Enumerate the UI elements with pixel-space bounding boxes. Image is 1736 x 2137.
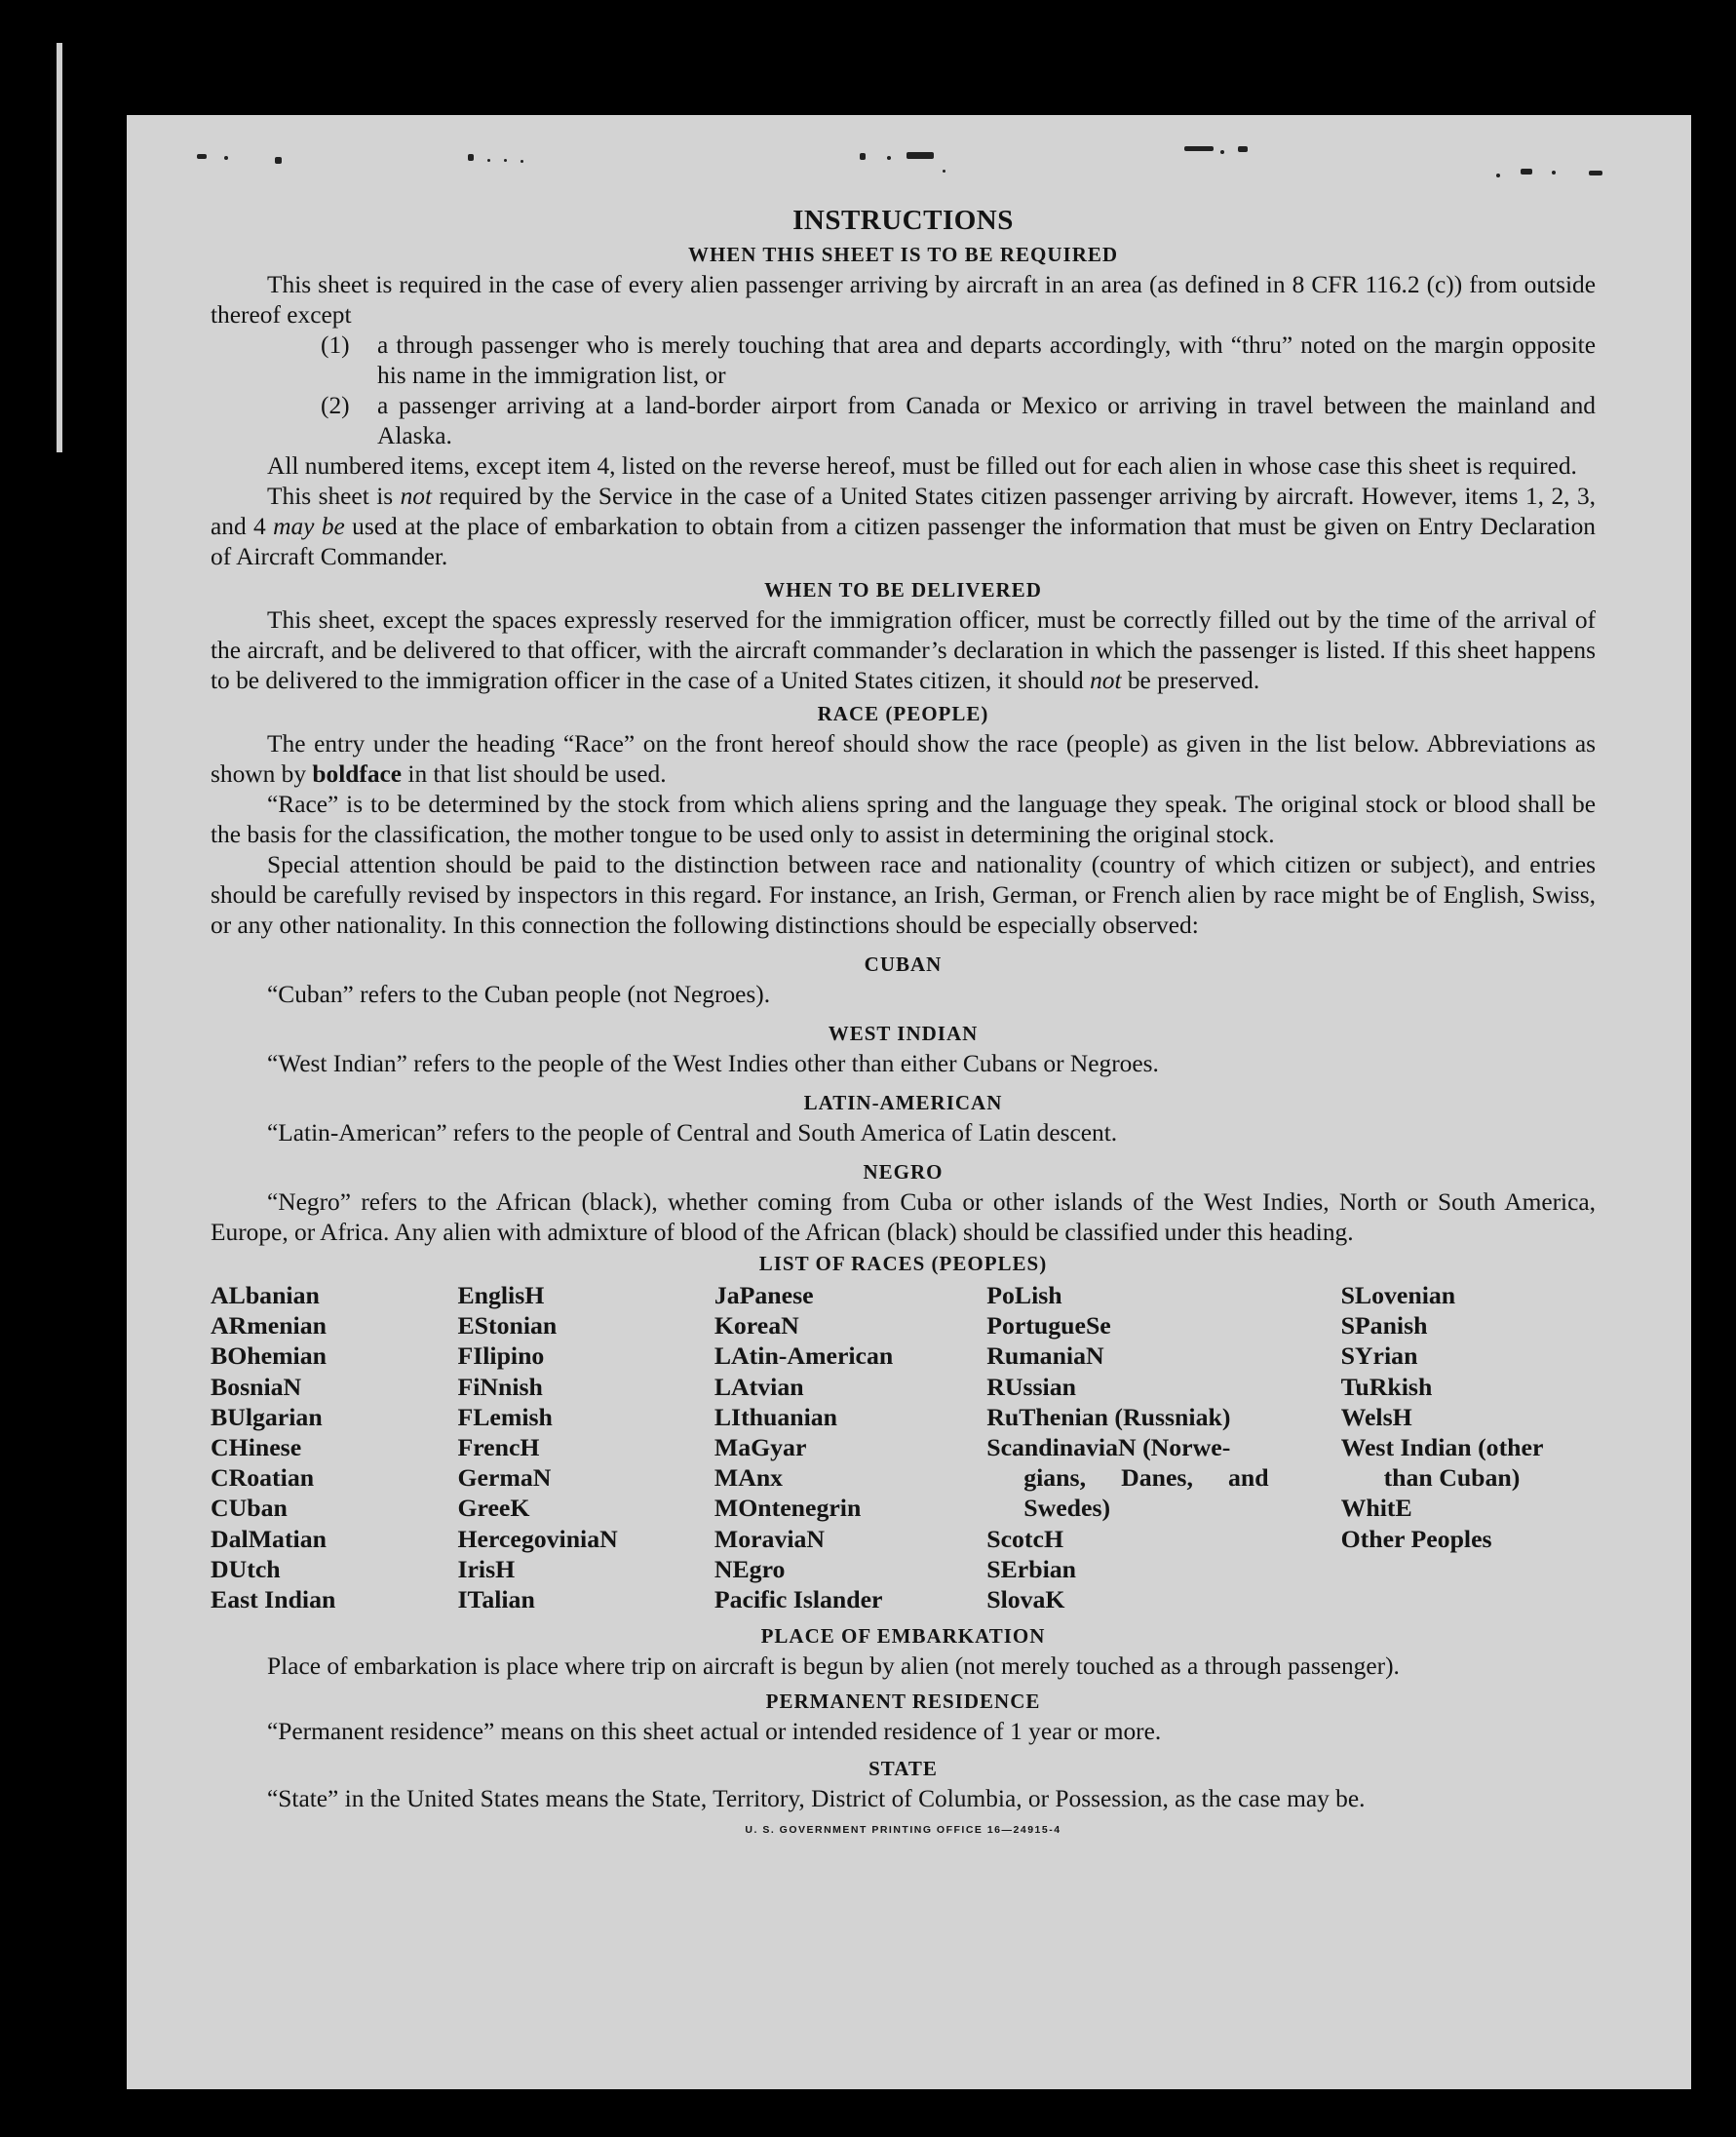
race-entry: West Indian (other	[1340, 1433, 1544, 1462]
race-entry: BosniaN	[211, 1372, 302, 1401]
heading-latin-american: LATIN-AMERICAN	[803, 1091, 1003, 1114]
race-entry: DUtch	[211, 1554, 281, 1583]
race-column	[986, 1280, 1268, 1614]
race-entry: Pacific Islander	[714, 1585, 883, 1614]
race-entry-continued: Swedes)	[1023, 1494, 1111, 1523]
heading-cuban: CUBAN	[864, 952, 943, 976]
race-entry: GreeK	[457, 1494, 530, 1523]
race-entry: EStonian	[457, 1311, 558, 1340]
race-entry: LIthuanian	[714, 1402, 838, 1431]
race-entry: RumaniaN	[986, 1341, 1104, 1371]
citizen-paragraph: This sheet is not required by the Service in the case of a United States citizen passenger arriving by aircraft. However, items 1, 2, 3, and 4 may be used at the place of embarkation to obtain from a citizen passenger the information that must be given on Entry Declaration of Aircraft Commander.	[211, 483, 1596, 570]
race-list	[211, 1280, 1596, 1614]
required-paragraph: This sheet is required in the case of every alien passenger arriving by aircraft in an area (as defined in 8 CFR 116.2 (c)) from outside thereof except	[211, 271, 1596, 329]
race-entry: RUssian	[986, 1372, 1076, 1401]
race-entry: PoLish	[986, 1281, 1062, 1309]
printing-office-footer: U. S. GOVERNMENT PRINTING OFFICE 16—24915-4	[745, 1824, 1061, 1837]
race-entry: BUlgarian	[211, 1402, 323, 1431]
race-entry: ITalian	[457, 1585, 535, 1614]
heading-list-of-races: LIST OF RACES (PEOPLES)	[758, 1252, 1048, 1275]
race-entry: MaGyar	[714, 1433, 807, 1462]
race-entry: East Indian	[211, 1585, 336, 1614]
cuban-paragraph: “Cuban” refers to the Cuban people (not Negroes).	[267, 981, 771, 1008]
race-column	[1341, 1280, 1596, 1614]
race-entry: IrisH	[457, 1554, 516, 1583]
exception-item	[211, 391, 1596, 451]
negro-paragraph: “Negro” refers to the African (black), whether coming from Cuba or other islands of the West Indies, North or South America, Europe, or Africa. Any alien with admixture of blood of the African (black) should be classified under this heading.	[211, 1188, 1596, 1246]
race-entry: GermaN	[457, 1463, 552, 1493]
instruction-sheet	[127, 115, 1691, 2089]
heading-negro: NEGRO	[863, 1160, 944, 1184]
race-entry: MAnx	[714, 1463, 784, 1493]
race-entry: ScotcH	[986, 1524, 1064, 1553]
race-entry: EnglisH	[457, 1281, 545, 1309]
delivered-paragraph: This sheet, except the spaces expressly reserved for the immigration officer, must be correctly filled out by the time of the arrival of the aircraft, and be delivered to that officer, with the aircraft commander’s declaration in which the passenger is listed. If this sheet happens to be delivered to the immigration officer in the case of a United States citizen, it should not be preserved.	[211, 606, 1596, 694]
race-entry: JaPanese	[714, 1281, 814, 1309]
race-entry: ScandinaviaN (Norwe-	[986, 1433, 1231, 1462]
race-entry-continued: than Cuban)	[1383, 1463, 1521, 1493]
west-indian-paragraph: “West Indian” refers to the people of the West Indies other than either Cubans or Negroes.	[267, 1050, 1159, 1077]
race-entry: HercegoviniaN	[457, 1524, 618, 1553]
race-entry: TuRkish	[1340, 1372, 1433, 1401]
race-entry: FLemish	[457, 1402, 553, 1431]
race-entry: ALbanian	[211, 1281, 320, 1309]
heading-place-of-embarkation: PLACE OF EMBARKATION	[760, 1624, 1046, 1649]
race-entry: CUban	[211, 1494, 288, 1523]
heading-permanent-residence: PERMANENT RESIDENCE	[765, 1690, 1041, 1714]
scan-edge-mark	[57, 43, 62, 452]
race-entry: WelsH	[1340, 1402, 1412, 1431]
race-entry: MOntenegrin	[714, 1494, 862, 1523]
heading-state: STATE	[868, 1757, 938, 1781]
residence-paragraph: “Permanent residence” means on this sheet actual or intended residence of 1 year or more.	[267, 1718, 1162, 1746]
race-entry: LAtin-American	[714, 1341, 894, 1371]
embarkation-paragraph: Place of embarkation is place where trip on aircraft is begun by alien (not merely touched as a through passenger).	[267, 1652, 1400, 1681]
race-entry: MoraviaN	[714, 1524, 826, 1553]
race-paragraph-1: The entry under the heading “Race” on the front hereof should show the race (people) as given in the list below. Abbreviations as shown by boldface in that list should be used.	[211, 730, 1596, 788]
race-entry: SPanish	[1340, 1311, 1428, 1340]
race-entry: Other Peoples	[1340, 1524, 1492, 1553]
race-column	[714, 1280, 986, 1614]
race-entry: ARmenian	[211, 1311, 327, 1340]
race-entry: PortugueSe	[986, 1311, 1111, 1340]
exception-number: (2)	[321, 392, 350, 419]
exception-text: a through passenger who is merely touching that area and departs accordingly, with “thru” noted on the margin opposite his name in the immigration list, or	[377, 331, 1596, 389]
race-entry: NEgro	[714, 1554, 786, 1583]
race-entry: SErbian	[986, 1554, 1076, 1583]
race-entry: SlovaK	[986, 1585, 1065, 1614]
state-paragraph: “State” in the United States means the State, Territory, District of Columbia, or Possession, as the case may be.	[267, 1785, 1366, 1813]
exception-number: (1)	[321, 331, 350, 359]
race-column	[211, 1280, 457, 1614]
exception-text: a passenger arriving at a land-border airport from Canada or Mexico or arriving in travel between the mainland and Alaska.	[377, 392, 1596, 449]
race-entry: LAtvian	[714, 1372, 804, 1401]
race-entry: SLovenian	[1340, 1281, 1456, 1309]
race-entry: FrencH	[457, 1433, 540, 1462]
exception-item	[211, 330, 1596, 391]
race-entry: CRoatian	[211, 1463, 315, 1493]
race-entry: KoreaN	[714, 1311, 799, 1340]
heading-west-indian: WEST INDIAN	[828, 1022, 979, 1045]
heading-when-required: WHEN THIS SHEET IS TO BE REQUIRED	[687, 243, 1119, 266]
race-entry: CHinese	[211, 1433, 302, 1462]
race-entry: FIlipino	[457, 1341, 545, 1371]
heading-when-delivered: WHEN TO BE DELIVERED	[764, 578, 1042, 602]
race-entry: SYrian	[1340, 1341, 1418, 1371]
print-specks	[127, 144, 1691, 183]
race-entry: FiNnish	[457, 1372, 543, 1401]
race-column	[457, 1280, 714, 1614]
numbered-items-paragraph: All numbered items, except item 4, listed on the reverse hereof, must be filled out for each alien in whose case this sheet is required.	[267, 452, 1577, 480]
race-entry-continued: gians, Danes, and	[1023, 1463, 1269, 1493]
page-title: INSTRUCTIONS	[792, 205, 1014, 236]
race-paragraph-2: “Race” is to be determined by the stock from which aliens spring and the language they speak. The original stock or blood shall be the basis for the classification, the mother tongue to be used only to assist in determining the original stock.	[211, 791, 1596, 848]
heading-race: RACE (PEOPLE)	[817, 702, 989, 725]
race-paragraph-3: Special attention should be paid to the distinction between race and nationality (country of which citizen or subject), and entries should be carefully revised by inspectors in this regard. For instance, an Irish, German, or French alien by race might be of English, Swiss, or any other nationality. In this connection the following distinctions should be especially observed:	[211, 851, 1596, 939]
race-entry: RuThenian (Russniak)	[986, 1402, 1231, 1431]
race-entry: DalMatian	[211, 1524, 327, 1553]
latin-american-paragraph: “Latin-American” refers to the people of Central and South America of Latin descent.	[267, 1119, 1118, 1146]
race-entry: WhitE	[1340, 1494, 1412, 1523]
race-entry: BOhemian	[211, 1341, 327, 1371]
